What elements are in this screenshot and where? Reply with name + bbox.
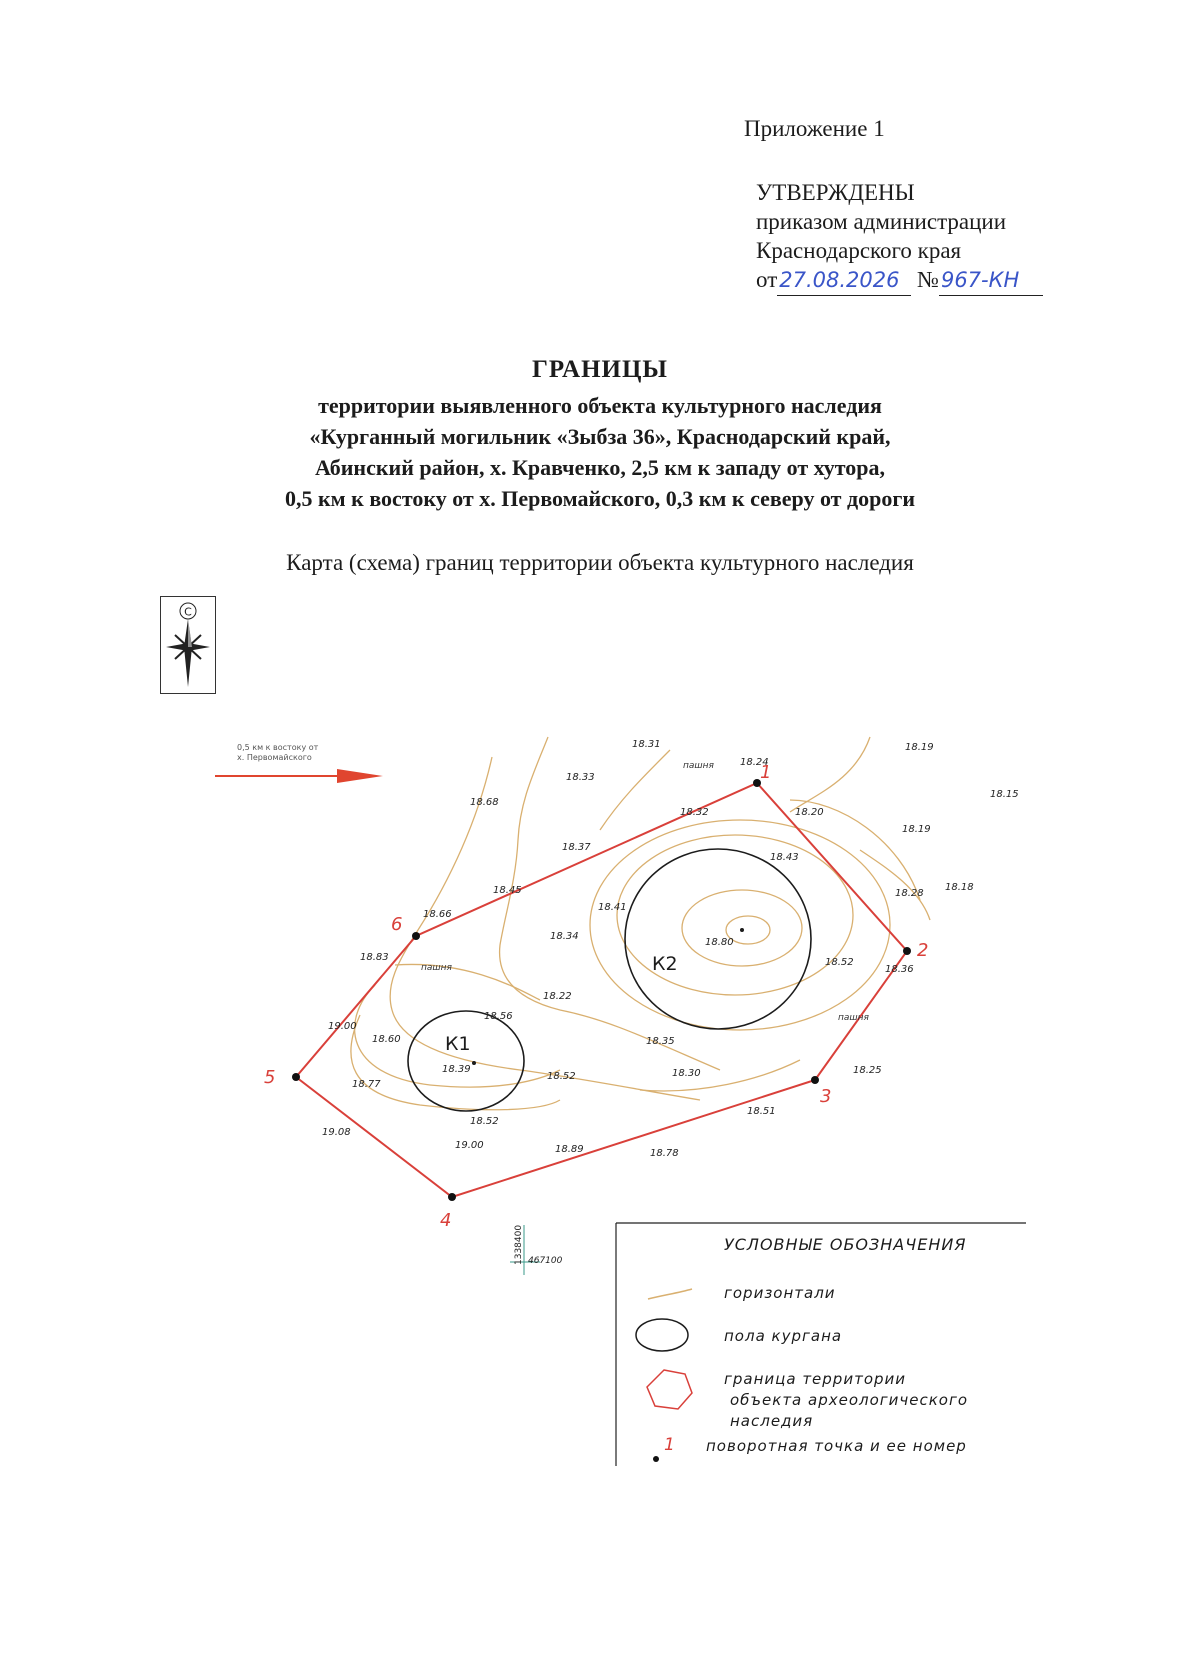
elevation-mark: 18.18 (945, 882, 974, 893)
document-title (0, 356, 1200, 514)
elevation-mark: 19.00 (455, 1140, 484, 1151)
order-line-1: приказом администрации (756, 209, 1007, 234)
direction-note-line-2: х. Первомайского (237, 753, 312, 762)
elevation-mark: 18.56 (484, 1011, 513, 1022)
elevation-mark: 18.31 (632, 739, 661, 750)
elevation-mark: 18.32 (680, 807, 709, 818)
boundary-polygon (296, 783, 907, 1197)
title-line-2: «Курганный могильник «Зыбза 36», Краснодарский край, (309, 424, 891, 449)
legend-turning-point-sample: 1 (664, 1435, 676, 1455)
approved-heading: УТВЕРЖДЕНЫ (756, 180, 915, 205)
turning-point-3: 3 (820, 1086, 832, 1107)
order-date-number (756, 265, 1043, 296)
grid-coord-horizontal: 467100 (528, 1256, 563, 1266)
map-legend (616, 1223, 1028, 1466)
approval-block (756, 178, 1043, 296)
elevation-mark: 18.68 (470, 797, 499, 808)
field-label-3: пашня (838, 1013, 869, 1023)
handwritten-date: 27.08.2026 (779, 268, 900, 292)
mound-label-k1: К1 (445, 1033, 471, 1055)
legend-boundary-line-3: наследия (730, 1412, 814, 1430)
elevation-mark: 18.43 (770, 852, 799, 863)
from-prefix: от (756, 267, 778, 292)
turning-point-5: 5 (264, 1067, 276, 1088)
elevation-mark: 18.80 (705, 937, 734, 948)
compass-rose-icon (160, 596, 216, 694)
elevation-mark: 18.34 (550, 931, 579, 942)
direction-arrow-head (337, 769, 383, 783)
elevation-mark: 18.22 (543, 991, 572, 1002)
elevation-mark: 18.35 (646, 1036, 675, 1047)
elevation-marks (322, 739, 1019, 1159)
legend-boundary-line-2: объекта археологического (730, 1391, 969, 1409)
title-line-1: территории выявленного объекта культурного наследия (318, 393, 882, 418)
number-field (939, 265, 1043, 296)
elevation-mark: 18.25 (853, 1065, 882, 1076)
elevation-mark: 18.36 (885, 964, 914, 975)
elevation-mark: 18.15 (990, 789, 1019, 800)
elevation-mark: 18.66 (423, 909, 452, 920)
legend-turning-point: поворотная точка и ее номер (706, 1437, 967, 1455)
elevation-mark: 18.37 (562, 842, 591, 853)
elevation-mark: 18.77 (352, 1079, 381, 1090)
elevation-mark: 18.20 (795, 807, 824, 818)
elevation-mark: 19.08 (322, 1127, 351, 1138)
elevation-mark: 18.83 (360, 952, 389, 963)
elevation-mark: 18.33 (566, 772, 595, 783)
elevation-mark: 18.89 (555, 1144, 584, 1155)
title-line-4: 0,5 км к востоку от х. Первомайского, 0,3 км к северу от дороги (284, 486, 916, 511)
elevation-mark: 18.19 (902, 824, 931, 835)
turning-point-2: 2 (917, 940, 929, 961)
elevation-mark: 18.45 (493, 885, 522, 896)
elevation-mark: 18.52 (825, 957, 854, 968)
elevation-mark: 18.19 (905, 742, 934, 753)
elevation-mark: 18.52 (547, 1071, 576, 1082)
legend-title: УСЛОВНЫЕ ОБОЗНАЧЕНИЯ (724, 1235, 967, 1254)
legend-boundary-line-1: граница территории (724, 1370, 907, 1388)
mound-label-k2: К2 (652, 953, 678, 975)
direction-note-line-1: 0,5 км к востоку от (237, 743, 319, 752)
elevation-mark: 18.24 (740, 757, 769, 768)
turning-point-markers (292, 779, 911, 1201)
legend-contours: горизонтали (724, 1284, 836, 1302)
grid-coord-vertical: 1338400 (514, 1224, 524, 1265)
mound-k1-floor (408, 1011, 524, 1111)
mound-k1-center (472, 1061, 476, 1065)
turning-point-1: 1 (760, 762, 772, 783)
elevation-mark: 18.51 (747, 1106, 776, 1117)
date-field (777, 265, 911, 296)
order-line-2: Краснодарского края (756, 238, 962, 263)
field-label-2: пашня (421, 963, 452, 973)
elevation-mark: 18.30 (672, 1068, 701, 1079)
elevation-mark: 18.39 (442, 1064, 471, 1075)
turning-point-4: 4 (440, 1210, 452, 1231)
number-prefix: № (917, 267, 939, 292)
handwritten-number: 967-КН (940, 268, 1020, 292)
title-line-3: Абинский район, х. Кравченко, 2,5 км к западу от хутора, (314, 455, 886, 480)
elevation-mark: 18.28 (895, 888, 924, 899)
legend-mound-floor: пола кургана (724, 1327, 843, 1345)
elevation-mark: 18.78 (650, 1148, 679, 1159)
contour-lines (351, 737, 930, 1110)
title-main: ГРАНИЦЫ (532, 356, 668, 383)
elevation-mark: 18.52 (470, 1116, 499, 1127)
turning-point-6: 6 (391, 914, 403, 935)
elevation-mark: 18.41 (598, 902, 627, 913)
compass-north-letter: С (184, 605, 192, 619)
map-caption: Карта (схема) границ территории объекта культурного наследия (286, 550, 914, 575)
elevation-mark: 19.00 (328, 1021, 357, 1032)
elevation-mark: 18.60 (372, 1034, 401, 1045)
appendix-label: Приложение 1 (744, 116, 885, 141)
mound-k2-center (740, 928, 744, 932)
field-label-1: пашня (683, 761, 714, 771)
